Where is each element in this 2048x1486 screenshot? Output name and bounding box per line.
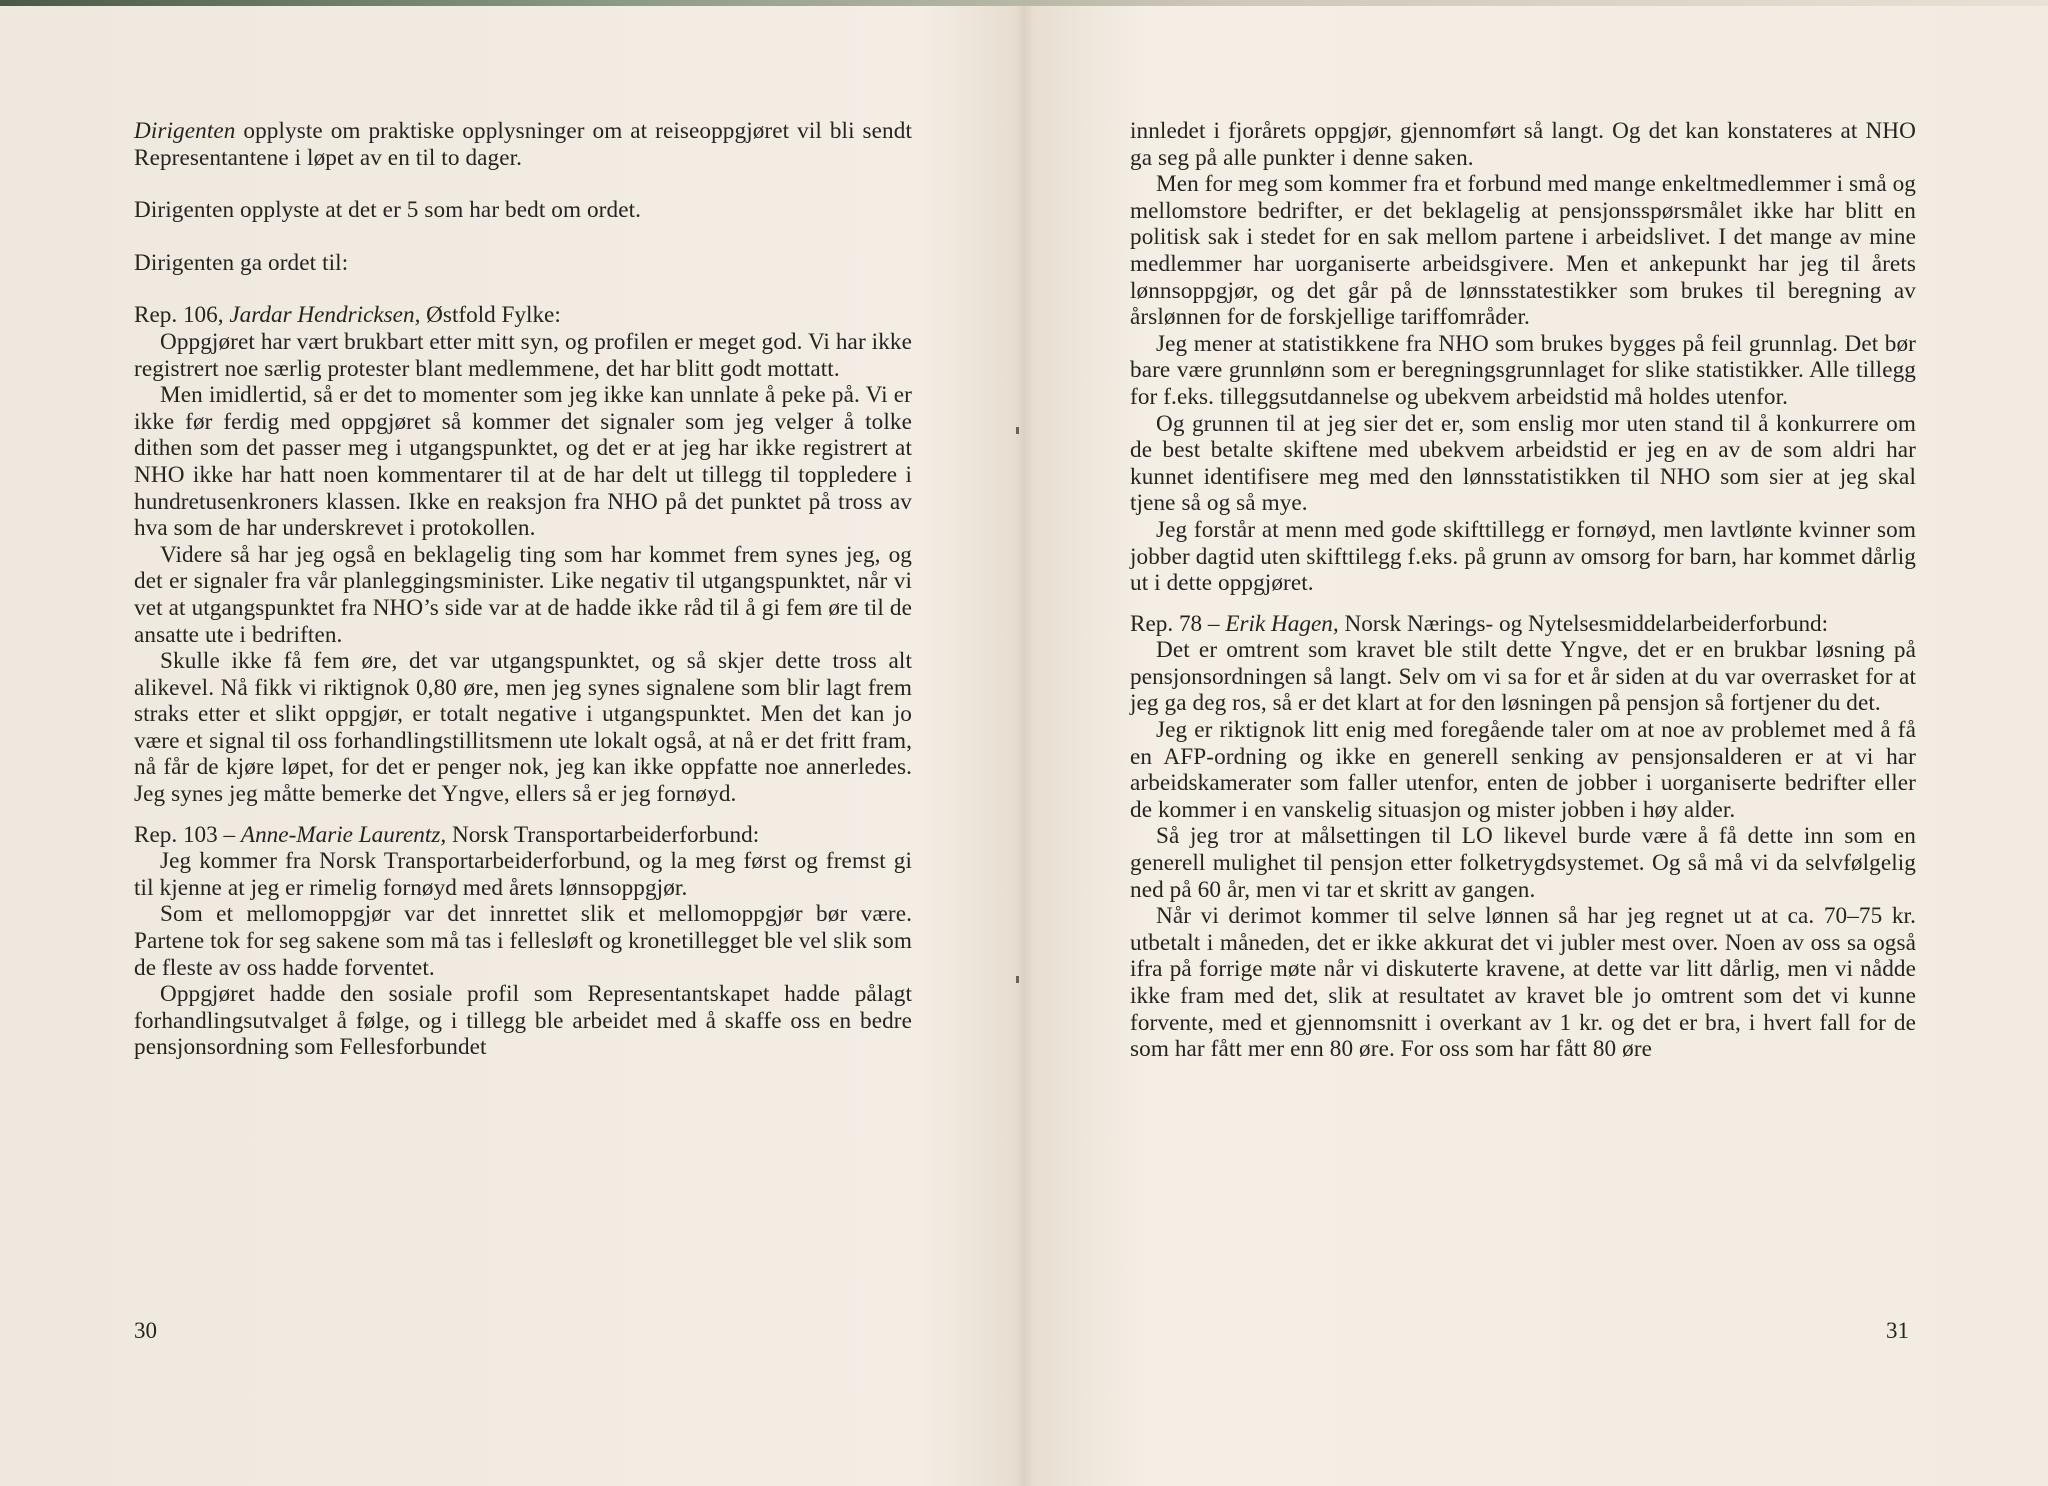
paragraph: Videre så har jeg også en beklagelig ting som har kommet frem synes jeg, og det er signaler fra vår planleggingsminister. Like negativ til utgangspunktet, når vi vet at utgangspunktet fra NHO’s side var at de hadde ikke råd til å gi fem øre til de ansatte ute i bedriften. <box>134 541 912 648</box>
speaker-prefix: Rep. 106, <box>134 302 230 329</box>
speaker-name: Anne-Marie Laurentz, <box>240 821 447 848</box>
paragraph: Så jeg tror at målsettingen til LO likevel burde være å få dette inn som en generell mulighet til pensjon etter folketrygdsystemet. Og så må vi da selvfølgelig ned på 60 år, men vi tar et skritt av gangen. <box>1130 823 1916 903</box>
speaker-org: Norsk Transportarbeiderforbund: <box>446 821 760 848</box>
right-page <box>1130 118 1916 1063</box>
scan-edge <box>0 0 2048 6</box>
speaker-heading <box>134 822 912 849</box>
paragraph: Og grunnen til at jeg sier det er, som enslig mor uten stand til å konkurrere om de best betalte skiftene med ubekvem arbeidstid er jeg en av de som aldri har kunnet identifisere meg med den lønnsstatistikken til NHO som sier at jeg skal tjene så og så mye. <box>1130 410 1916 517</box>
speaker-org: Østfold Fylke: <box>420 302 561 329</box>
gutter-mark <box>1016 427 1019 434</box>
paragraph: Men imidlertid, så er det to momenter som jeg ikke kan unnlate å peke på. Vi er ikke før ferdig med oppgjøret så kommer det signaler som jeg velger å tolke dithen som det passer meg i utgangspunktet, og det er at jeg har ikke registrert at NHO ikke har hatt noen kommentarer til at de har delt ut tillegg til toppledere i hundretusenkroners klassen. Ikke en reaksjon fra NHO på det punktet på tross av hva som de har underskrevet i protokollen. <box>134 382 912 542</box>
page-number: 31 <box>1886 1318 1909 1343</box>
italic-text: Dirigenten <box>134 118 236 144</box>
page-number: 30 <box>134 1318 157 1343</box>
paragraph: Jeg forstår at menn med gode skifttillegg er fornøyd, men lavtlønte kvinner som jobber dagtid uten skifttilegg f.eks. på grunn av omsorg for barn, har kommet dårlig ut i dette oppgjøret. <box>1130 516 1916 597</box>
paragraph: Dirigenten opplyste at det er 5 som har bedt om ordet. <box>134 197 642 224</box>
paragraph: Dirigenten ga ordet til: <box>134 249 349 276</box>
paragraph: Når vi derimot kommer til selve lønnen så har jeg regnet ut at ca. 70–75 kr. utbetalt i måneden, det er ikke akkurat det vi jubler mest over. Noen av oss sa også ifra på forrige møte når vi diskuterte kravene, at dette var litt dårlig, men vi nådde ikke fram med det, slik at resultatet av kravet ble jo omtrent som det vi kunne forvente, med et gjennomsnitt i overkant av 1 kr. og det er bra, i hvert fall for de som har fått mer enn 80 øre. For oss som har fått 80 øre <box>1130 903 1916 1063</box>
gutter-mark <box>1016 976 1019 983</box>
speaker-heading <box>1130 611 1916 638</box>
paragraph: Som et mellomoppgjør var det innrettet slik et mellomoppgjør bør være. Partene tok for seg sakene som må tas i fellesløft og kronetillegget ble vel slik som de fleste av oss hadde forventet. <box>134 901 913 981</box>
paragraph: Oppgjøret hadde den sosiale profil som Representantskapet hadde pålagt forhandlingsutvalget å følge, og i tillegg ble arbeidet med å skaffe oss en bedre pensjonsordning som Fellesforbundet <box>134 981 912 1061</box>
speaker-name: Erik Hagen, <box>1225 610 1339 637</box>
speaker-org: Norsk Nærings- og Nytelsesmiddelarbeiderforbund: <box>1338 610 1829 637</box>
paragraph: Men for meg som kommer fra et forbund med mange enkeltmedlemmer i små og mellomstore bedrifter, er det beklagelig at pensjonsspørsmålet ikke har blitt en politisk sak i stedet for en sak mellom partene i arbeidslivet. I det mange av mine medlemmer har uorganiserte arbeidsgivere. Men et ankepunkt har jeg til årets lønnsoppgjør, og det går på de lønnsstatestikker som brukes til beregning av årslønnen for de forskjellige tariffområder. <box>1130 171 1916 331</box>
paragraph: Det er omtrent som kravet ble stilt dette Yngve, det er en brukbar løsning på pensjonsordningen så langt. Selv om vi sa for et år siden at du var overrasket for at jeg ga deg ros, så er det klart at for den løsningen på pensjon så fortjener du det. <box>1130 637 1916 717</box>
paragraph: Jeg mener at statistikkene fra NHO som brukes bygges på feil grunnlag. Det bør bare være grunnlønn som er beregningsgrunnlaget for slike statistikker. Alle tillegg for f.eks. tilleggsutdannelse og ubekvem arbeidstid må holdes utenfor. <box>1130 330 1916 410</box>
paragraph: Jeg er riktignok litt enig med foregående taler om at noe av problemet med å få en AFP-ordning og ikke en generell senking av pensjonsalderen er at vi har arbeidskamerater som faller utenfor, enten de jobber i uorganiserte bedrifter eller de kommer i en vanskelig situasjon og mister jobben i høy alder. <box>1130 717 1916 823</box>
left-page <box>134 118 912 1061</box>
speaker-name: Jardar Hendricksen, <box>229 302 421 329</box>
speaker-heading <box>134 302 912 329</box>
paragraph: innledet i fjorårets oppgjør, gjennomført så langt. Og det kan konstateres at NHO ga seg på alle punkter i denne saken. <box>1130 118 1916 171</box>
paragraph: Oppgjøret har vært brukbart etter mitt syn, og profilen er meget god. Vi har ikke registrert noe særlig protester blant medlemmene, det har blitt godt mottatt. <box>134 328 912 382</box>
speaker-prefix: Rep. 78 – <box>1130 610 1226 637</box>
speaker-prefix: Rep. 103 – <box>134 821 241 848</box>
paragraph-text: opplyste om praktiske opplysninger om at reiseoppgjøret vil bli sendt Representantene i løpet av en til to dager. <box>134 118 912 171</box>
paragraph: Jeg kommer fra Norsk Transportarbeiderforbund, og la meg først og fremst gi til kjenne at jeg er rimelig fornøyd med årets lønnsoppgjør. <box>134 848 912 901</box>
paragraph <box>134 118 912 171</box>
paragraph: Skulle ikke få fem øre, det var utgangspunktet, og så skjer dette tross alt alikevel. Nå fikk vi riktignok 0,80 øre, men jeg synes signalene som blir lagt frem straks etter et slikt oppgjør, er totalt negative i utgangspunktet. Men det kan jo være et signal til oss forhandlingstillitsmenn ute lokalt også, at nå er det fritt fram, nå får de kjøre løpet, for det er penger nok, jeg kan ikke oppfatte noe annerledes. Jeg synes jeg måtte bemerke det Yngve, ellers så er jeg fornøyd. <box>134 648 912 808</box>
